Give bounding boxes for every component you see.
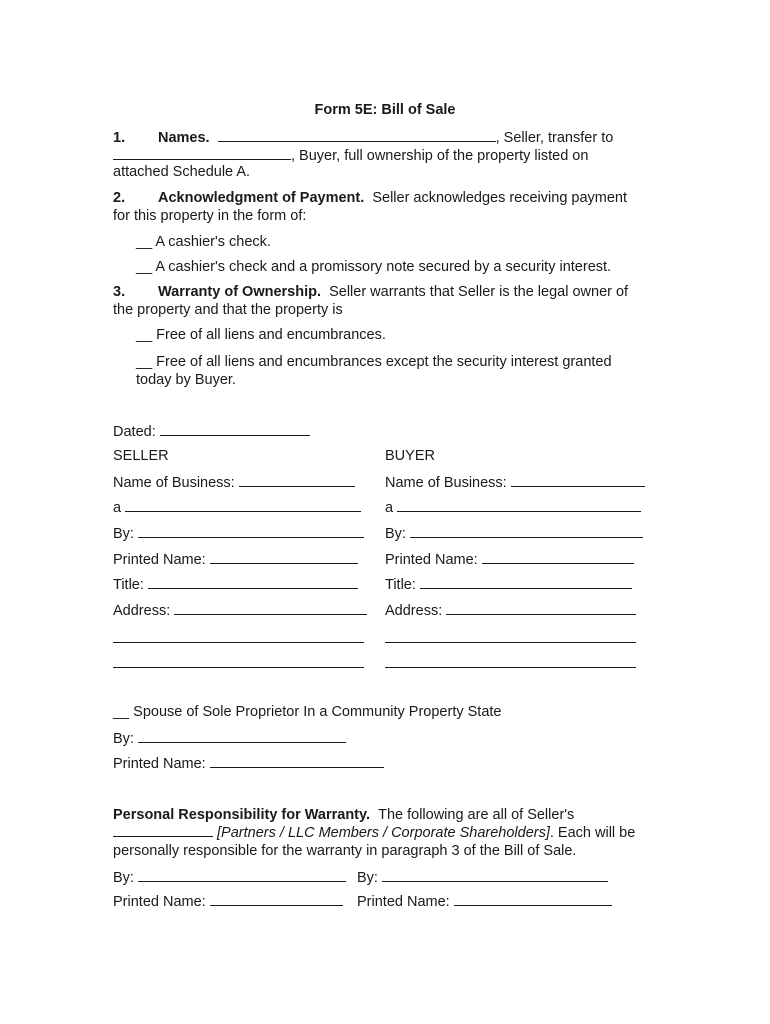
- buyer-signature-field[interactable]: [410, 524, 643, 538]
- seller-title-field[interactable]: [148, 575, 358, 589]
- dated-label: Dated:: [113, 424, 156, 440]
- buyer-business-row: [385, 473, 645, 492]
- seller-business-label: Name of Business:: [113, 475, 235, 491]
- personal-printed-row-1: [113, 892, 343, 911]
- section-1-line-1: [113, 128, 613, 147]
- seller-heading: SELLER: [113, 448, 169, 464]
- section-3-heading: Warranty of Ownership.: [158, 284, 322, 300]
- dated-row: [113, 422, 310, 441]
- seller-printed-name-field[interactable]: [210, 550, 358, 564]
- buyer-address-label: Address:: [385, 603, 443, 619]
- buyer-by-label: By:: [385, 526, 406, 542]
- buyer-address-field[interactable]: [446, 601, 636, 615]
- section-3-text-2: the property and that the property is: [113, 302, 343, 318]
- buyer-address-line-2[interactable]: [385, 642, 636, 643]
- spouse-printed-name-field[interactable]: [210, 754, 384, 768]
- buyer-printed-row: [385, 550, 634, 569]
- seller-a-label: a: [113, 500, 122, 516]
- spouse-by-row: [113, 729, 346, 748]
- buyer-business-label: Name of Business:: [385, 475, 507, 491]
- personal-bracket-options: [Partners / LLC Members / Corporate Shareholders]: [217, 825, 550, 841]
- payment-option-cashiers-check[interactable]: __ A cashier's check.: [136, 234, 271, 250]
- buyer-a-label: a: [385, 500, 394, 516]
- buyer-entity-type-field[interactable]: [397, 498, 641, 512]
- spouse-printed-row: [113, 754, 384, 773]
- seller-printed-row: [113, 550, 358, 569]
- personal-signature-field-1[interactable]: [138, 868, 346, 882]
- seller-signature-field[interactable]: [138, 524, 364, 538]
- section-3-text-1: Seller warrants that Seller is the legal owner of: [329, 284, 629, 300]
- personal-heading: Personal Responsibility for Warranty.: [113, 807, 371, 823]
- personal-printed-row-2: [357, 892, 612, 911]
- personal-by-label-1: By:: [113, 870, 134, 886]
- personal-by-label-2: By:: [357, 870, 378, 886]
- section-2-number: 2.: [113, 190, 126, 206]
- buyer-title-label: Title:: [385, 577, 416, 593]
- payment-option-check-and-note[interactable]: __ A cashier's check and a promissory note secured by a security interest.: [136, 259, 612, 275]
- seller-name-field[interactable]: [218, 128, 496, 142]
- personal-role-field[interactable]: [113, 823, 213, 837]
- seller-address-label: Address:: [113, 603, 171, 619]
- section-2-text-1: Seller acknowledges receiving payment: [372, 190, 628, 206]
- section-2-text-2: for this property in the form of:: [113, 208, 307, 224]
- personal-printed-label-1: Printed Name:: [113, 894, 206, 910]
- spouse-printed-label: Printed Name:: [113, 756, 206, 772]
- seller-title-label: Title:: [113, 577, 144, 593]
- warranty-option-free-of-liens[interactable]: __ Free of all liens and encumbrances.: [136, 327, 386, 343]
- seller-business-field[interactable]: [239, 473, 355, 487]
- seller-printed-label: Printed Name:: [113, 552, 206, 568]
- personal-by-row-1: [113, 868, 346, 887]
- seller-by-row: [113, 524, 364, 543]
- personal-by-row-2: [357, 868, 608, 887]
- seller-address-line-2[interactable]: [113, 642, 364, 643]
- personal-line-2: [113, 823, 635, 842]
- buyer-a-row: [385, 498, 641, 517]
- seller-address-field[interactable]: [174, 601, 367, 615]
- buyer-title-row: [385, 575, 632, 594]
- section-3-number: 3.: [113, 284, 126, 300]
- section-3-line-1: [113, 283, 628, 301]
- buyer-printed-name-field[interactable]: [482, 550, 634, 564]
- spouse-heading[interactable]: __ Spouse of Sole Proprietor In a Community Property State: [113, 704, 502, 720]
- seller-entity-type-field[interactable]: [125, 498, 361, 512]
- warranty-option-except-security[interactable]: __ Free of all liens and encumbrances except the security interest granted: [136, 354, 612, 370]
- dated-field[interactable]: [160, 422, 310, 436]
- section-1-heading: Names.: [158, 130, 210, 146]
- buyer-name-field[interactable]: [113, 146, 291, 160]
- buyer-by-row: [385, 524, 643, 543]
- personal-signature-field-2[interactable]: [382, 868, 608, 882]
- personal-printed-name-field-1[interactable]: [210, 892, 343, 906]
- section-1-line-3: attached Schedule A.: [113, 164, 251, 180]
- seller-by-label: By:: [113, 526, 134, 542]
- seller-address-line-3[interactable]: [113, 667, 364, 668]
- buyer-heading: BUYER: [385, 448, 435, 464]
- personal-text-3: personally responsible for the warranty in paragraph 3 of the Bill of Sale.: [113, 843, 577, 859]
- seller-address-row: [113, 601, 367, 620]
- spouse-signature-field[interactable]: [138, 729, 346, 743]
- section-1-number: 1.: [113, 130, 126, 146]
- personal-text-2: . Each will be: [549, 825, 636, 841]
- warranty-option-except-security-cont: today by Buyer.: [136, 372, 236, 388]
- personal-printed-label-2: Printed Name:: [357, 894, 450, 910]
- seller-a-row: [113, 498, 361, 517]
- personal-text-1: The following are all of Seller's: [378, 807, 575, 823]
- form-title: Form 5E: Bill of Sale: [314, 102, 456, 118]
- buyer-business-field[interactable]: [511, 473, 645, 487]
- buyer-address-line-3[interactable]: [385, 667, 636, 668]
- personal-printed-name-field-2[interactable]: [454, 892, 612, 906]
- section-1-buyer-text: , Buyer, full ownership of the property listed on: [291, 148, 589, 164]
- seller-business-row: [113, 473, 355, 492]
- seller-title-row: [113, 575, 358, 594]
- spouse-by-label: By:: [113, 731, 134, 747]
- personal-line-1: [113, 806, 574, 824]
- buyer-address-row: [385, 601, 636, 620]
- section-1-seller-text: , Seller, transfer to: [495, 130, 614, 146]
- section-2-heading: Acknowledgment of Payment.: [158, 190, 365, 206]
- buyer-printed-label: Printed Name:: [385, 552, 478, 568]
- section-2-line-1: [113, 189, 627, 207]
- buyer-title-field[interactable]: [420, 575, 632, 589]
